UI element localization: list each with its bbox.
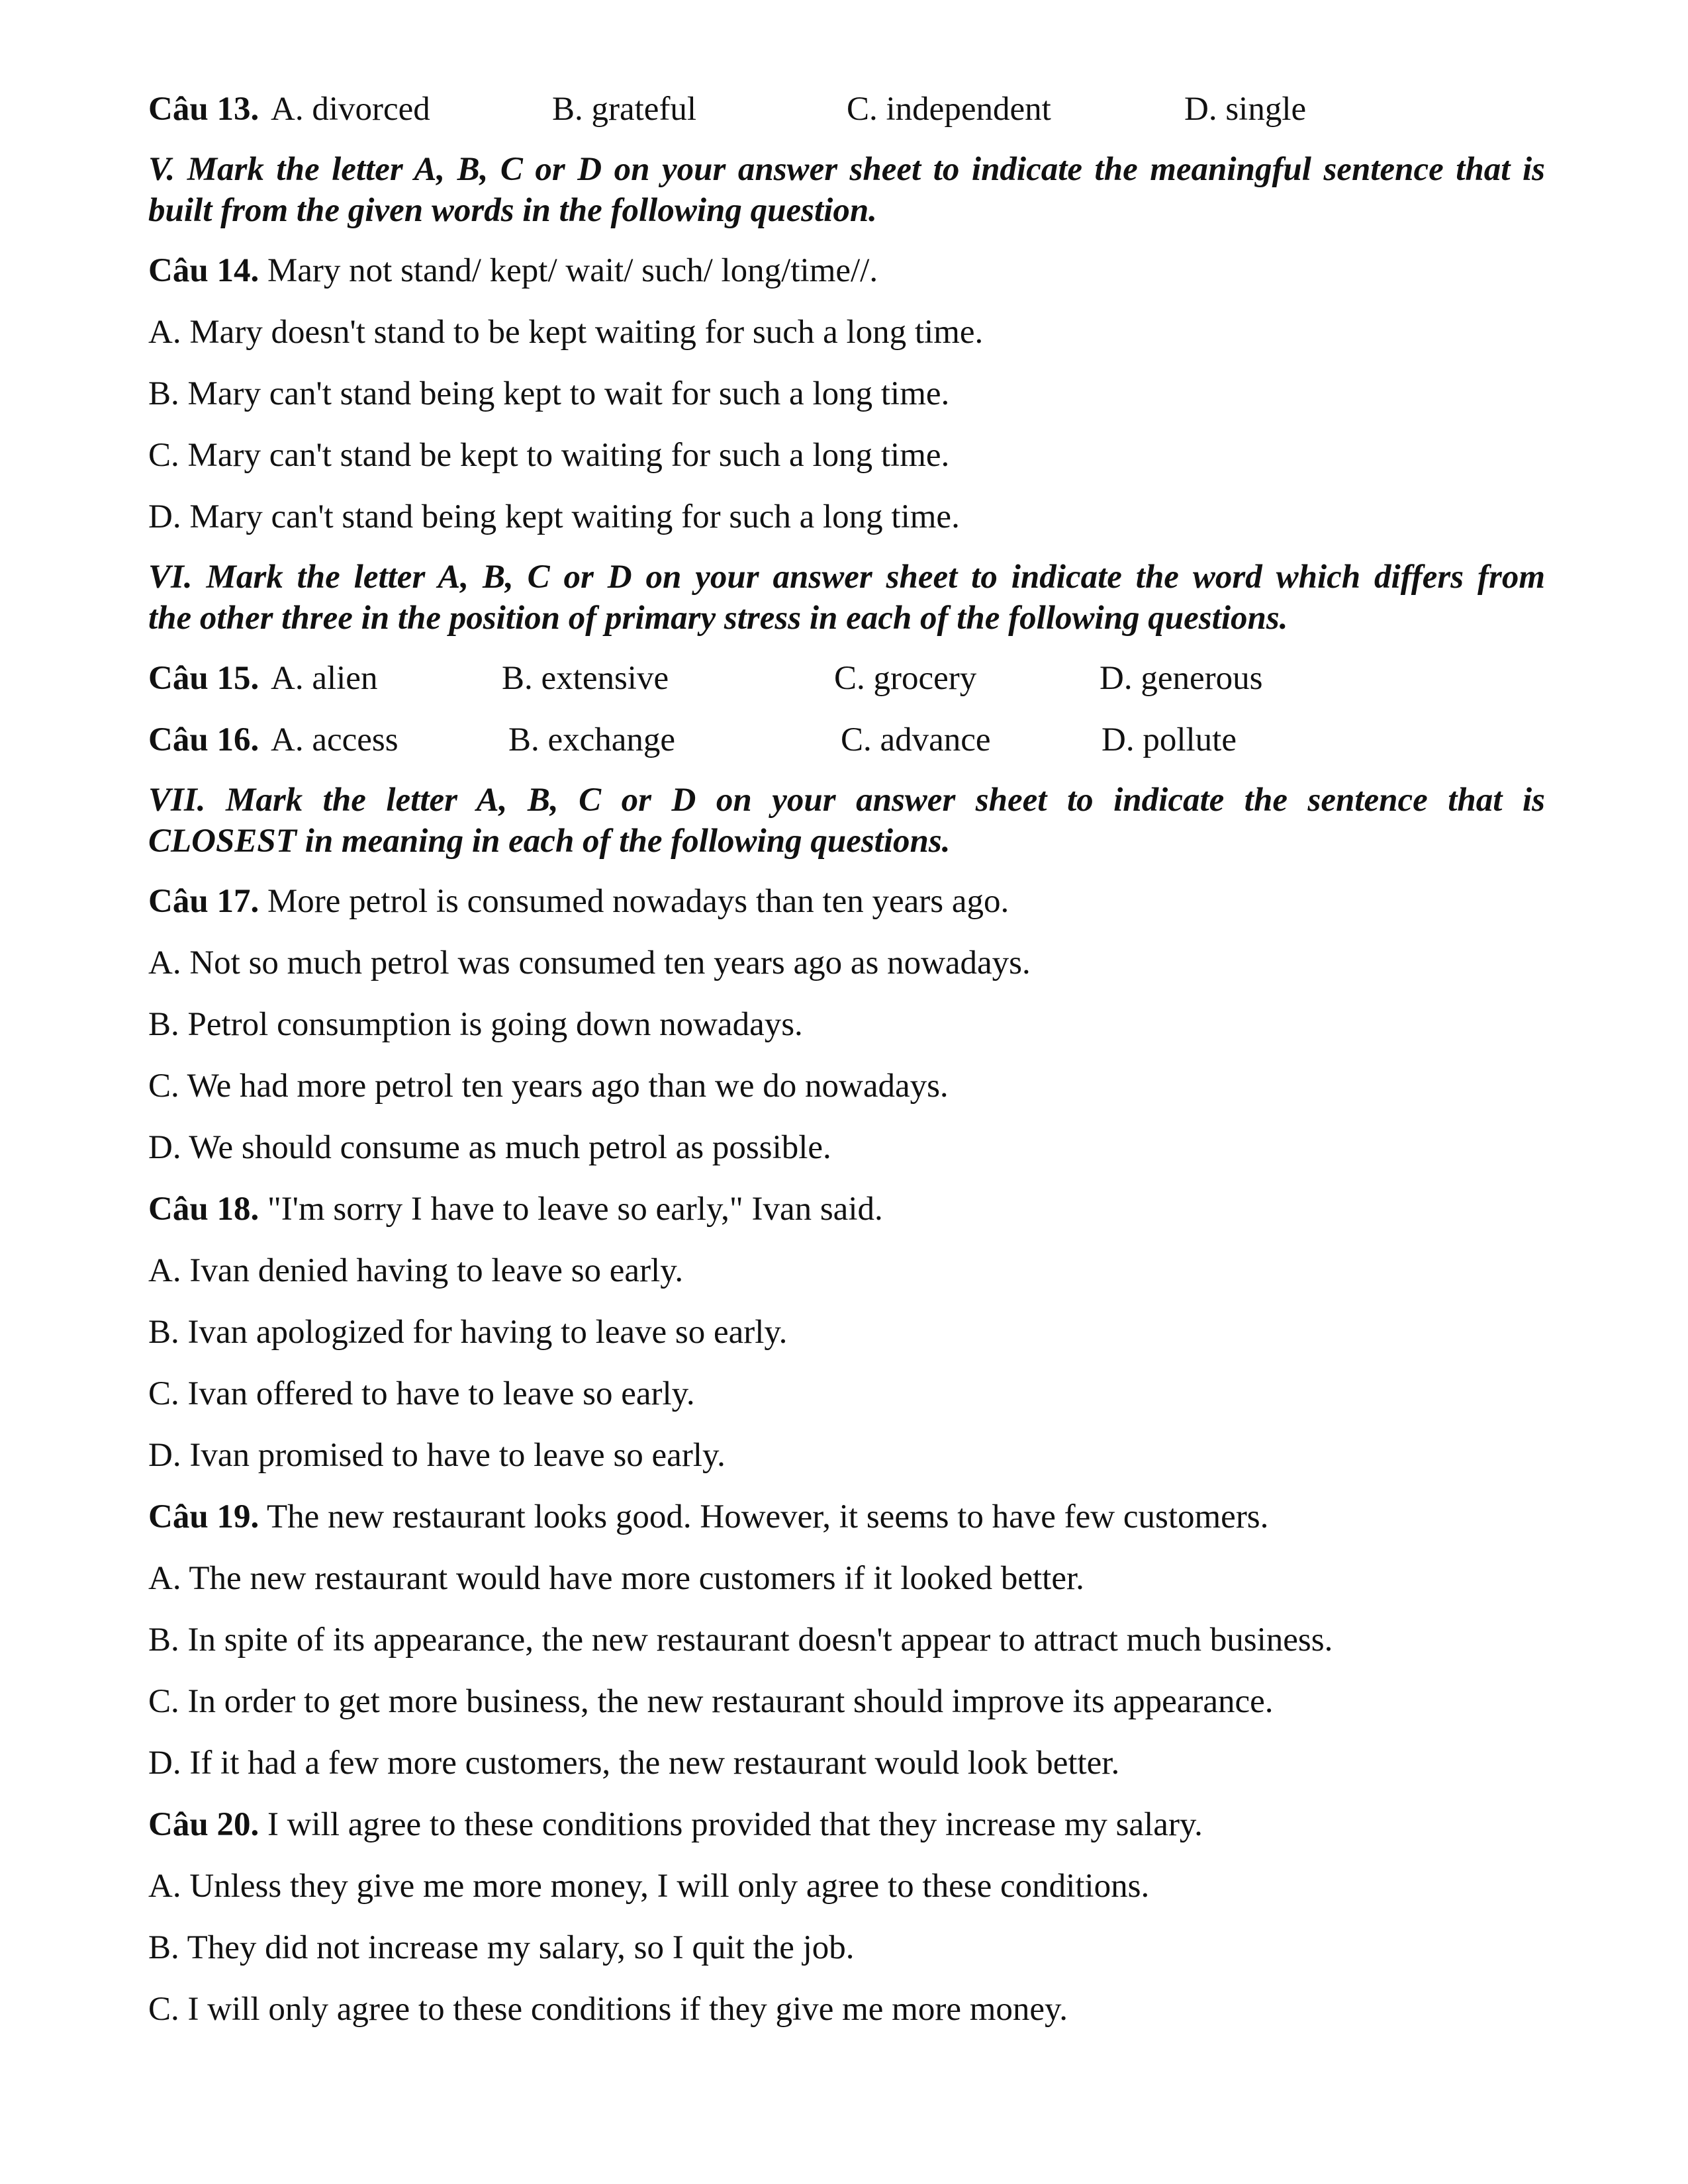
option-a: A. Unless they give me more money, I will only agree to these conditions.	[148, 1868, 1150, 1905]
question-label: Câu 19.	[148, 1498, 259, 1535]
question-label: Câu 15.	[148, 660, 259, 697]
question-label: Câu 14.	[148, 252, 259, 289]
section-vii-title: VII. Mark the letter A, B, C or D on your answer sheet to indicate the sentence that is	[148, 782, 1545, 819]
question-text: Mary not stand/ kept/ wait/ such/ long/time//.	[259, 252, 878, 289]
option-c: C. Mary can't stand be kept to waiting for such a long time.	[148, 437, 950, 474]
option-c: C. advance	[841, 721, 991, 758]
option-d: D. We should consume as much petrol as possible.	[148, 1129, 831, 1166]
question-19-stem	[148, 1495, 1545, 1539]
question-18-stem	[148, 1187, 1545, 1231]
question-text: "I'm sorry I have to leave so early," Ivan said.	[259, 1191, 883, 1228]
option-c: C. We had more petrol ten years ago than we do nowadays.	[148, 1068, 949, 1105]
option-b: B. In spite of its appearance, the new restaurant doesn't appear to attract much business.	[148, 1621, 1333, 1659]
option-b: B. Ivan apologized for having to leave so early.	[148, 1314, 788, 1351]
question-label: Câu 13.	[148, 91, 259, 128]
question-20-stem	[148, 1803, 1545, 1846]
option-b: B. exchange	[508, 721, 676, 758]
option-a: A. alien	[271, 660, 378, 697]
question-16	[148, 718, 1545, 762]
option-d: D. single	[1184, 91, 1307, 128]
section-vii-instruction-cont	[148, 821, 1545, 862]
option-a: A. Mary doesn't stand to be kept waiting for such a long time.	[148, 314, 984, 351]
question-13	[148, 87, 1545, 131]
option-a: A. The new restaurant would have more customers if it looked better.	[148, 1560, 1084, 1597]
option-a: A. access	[271, 721, 399, 758]
section-v-instruction-cont	[148, 190, 1545, 231]
section-v-instruction	[148, 149, 1545, 190]
option-d: D. Mary can't stand being kept waiting for such a long time.	[148, 498, 960, 535]
option-b: B. Mary can't stand being kept to wait for such a long time.	[148, 375, 950, 412]
question-14-stem	[148, 249, 1545, 293]
option-c: C. In order to get more business, the new restaurant should improve its appearance.	[148, 1683, 1274, 1720]
option-a: A. Not so much petrol was consumed ten years ago as nowadays.	[148, 944, 1031, 981]
section-vi-title-2: the other three in the position of primary stress in each of the following questions.	[148, 600, 1288, 637]
question-text: I will agree to these conditions provided that they increase my salary.	[259, 1806, 1203, 1843]
option-b: B. extensive	[502, 660, 669, 697]
option-b: B. They did not increase my salary, so I quit the job.	[148, 1929, 855, 1966]
question-label: Câu 16.	[148, 721, 259, 758]
option-c: C. grocery	[834, 660, 977, 697]
section-v-title: V. Mark the letter A, B, C or D on your answer sheet to indicate the meaningful sentence that is	[148, 151, 1545, 188]
option-d: D. If it had a few more customers, the new restaurant would look better.	[148, 1745, 1120, 1782]
question-label: Câu 18.	[148, 1191, 259, 1228]
question-text: More petrol is consumed nowadays than ten years ago.	[259, 883, 1009, 920]
option-c: C. I will only agree to these conditions if they give me more money.	[148, 1991, 1068, 2028]
section-vi-instruction-cont	[148, 598, 1545, 639]
option-b: B. Petrol consumption is going down nowadays.	[148, 1006, 803, 1043]
section-vi-title: VI. Mark the letter A, B, C or D on your answer sheet to indicate the word which differs from	[148, 559, 1545, 596]
option-b: B. grateful	[552, 91, 697, 128]
question-label: Câu 20.	[148, 1806, 259, 1843]
section-vii-instruction	[148, 780, 1545, 821]
section-vi-instruction	[148, 557, 1545, 598]
option-d: D. generous	[1100, 660, 1263, 697]
section-vii-title-2: CLOSEST in meaning in each of the following questions.	[148, 823, 951, 860]
option-c: C. Ivan offered to have to leave so early.	[148, 1375, 695, 1412]
option-a: A. Ivan denied having to leave so early.	[148, 1252, 684, 1289]
question-17-stem	[148, 880, 1545, 923]
option-c: C. independent	[847, 91, 1051, 128]
option-d: D. pollute	[1102, 721, 1237, 758]
option-a: A. divorced	[271, 91, 430, 128]
question-label: Câu 17.	[148, 883, 259, 920]
option-d: D. Ivan promised to have to leave so early.	[148, 1437, 726, 1474]
question-15	[148, 657, 1545, 700]
exam-page	[148, 87, 1545, 2031]
section-v-title-2: built from the given words in the following question.	[148, 192, 877, 229]
question-text: The new restaurant looks good. However, it seems to have few customers.	[259, 1498, 1269, 1535]
